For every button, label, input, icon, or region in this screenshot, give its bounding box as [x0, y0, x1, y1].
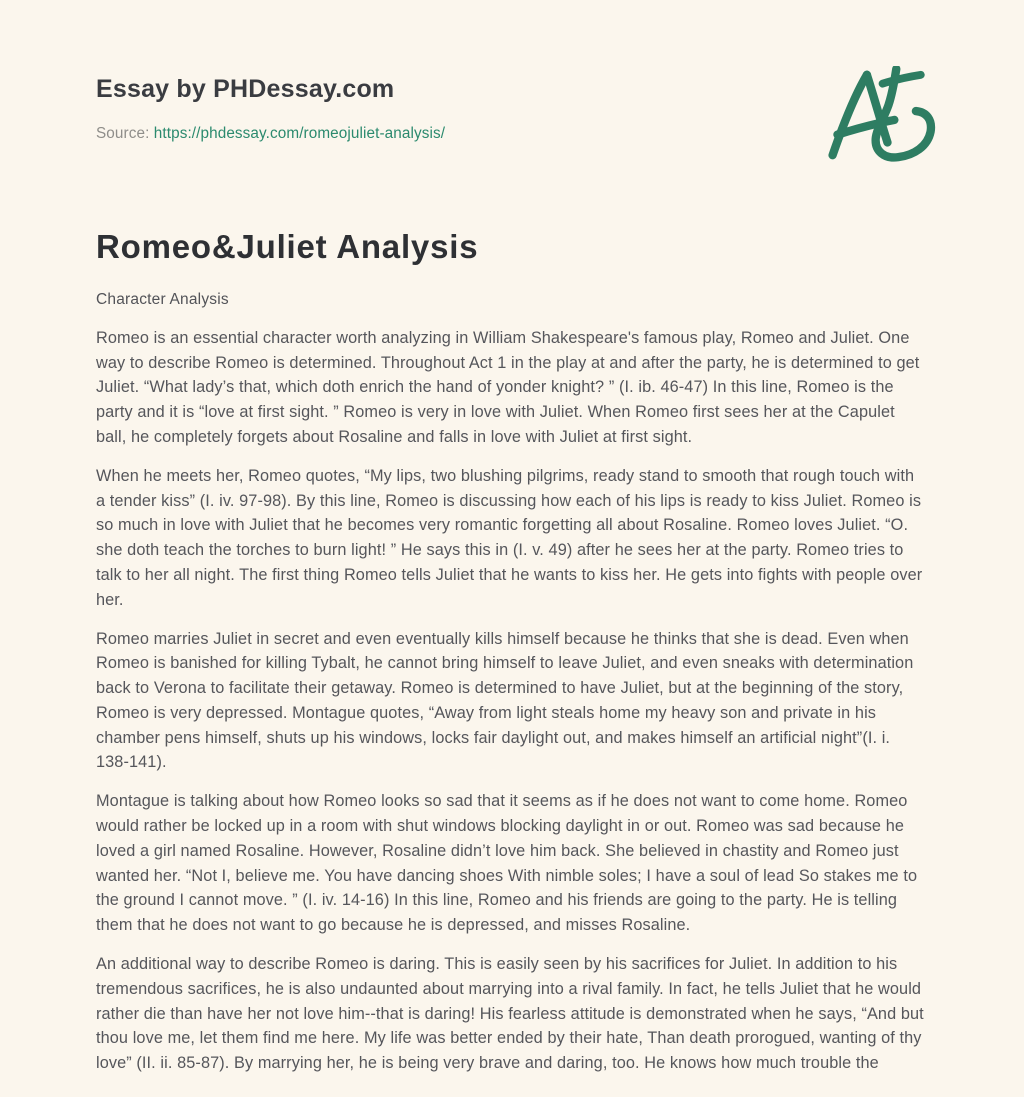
source-label: Source:	[96, 125, 150, 142]
source-row	[96, 123, 926, 144]
essay-paragraph: Montague is talking about how Romeo looks so sad that it seems as if he does not want to come home. Romeo would rather be locked up in a room with shut windows blocking daylight in or out. Romeo was sad because he loved a girl named Rosaline. However, Rosaline didn’t love him back. She believed in chastity and Romeo just wanted her. “Not I, believe me. You have dancing shoes With nimble soles; I have a soul of lead So stakes me to the ground I cannot move. ” (I. iv. 14-16) In this line, Romeo and his friends are going to the party. He is telling them that he does not want to go because he is depressed, and misses Rosaline.	[96, 792, 918, 934]
essay-paragraph: Romeo is an essential character worth analyzing in William Shakespeare's famous play, Romeo and Juliet. One way to describe Romeo is determined. Throughout Act 1 in the play at and after the party, he is determined to get Juliet. “What lady’s that, which doth enrich the hand of yonder knight? ” (I. ib. 46-47) In this line, Romeo is the party and it is “love at first sight. ” Romeo is very in love with Juliet. When Romeo first sees her at the Capulet ball, he completely forgets about Rosaline and falls in love with Juliet at first sight.	[96, 329, 920, 446]
essay-paragraph: Romeo marries Juliet in secret and even eventually kills himself because he thinks that she is dead. Even when Romeo is banished for killing Tybalt, he cannot bring himself to leave Juliet, and even sneaks with determination back to Verona to facilitate their getaway. Romeo is determined to have Juliet, but at the beginning of the story, Romeo is very depressed. Montague quotes, “Away from light steals home my heavy son and private in his chamber pens himself, shuts up his windows, locks fair daylight out, and makes himself an artificial night”(I. i. 138-141).	[96, 629, 914, 772]
essay-subtitle: Character Analysis	[96, 291, 229, 308]
essay-byline: Essay by PHDessay.com	[96, 75, 395, 103]
essay-paragraph: When he meets her, Romeo quotes, “My lips, two blushing pilgrims, ready stand to smooth that rough touch with a tender kiss” (I. iv. 97-98). By this line, Romeo is discussing how each of his lips is ready to kiss Juliet. Romeo is so much in love with Juliet that he becomes very romantic forgetting all about Rosaline. Romeo loves Juliet. “O. she doth teach the torches to burn light! ” He says this in (I. v. 49) after he sees her at the party. Romeo tries to talk to her all night. The first thing Romeo tells Juliet that he wants to kiss her. He gets into fights with people over her.	[96, 467, 923, 609]
essay-body	[96, 326, 926, 1076]
page-title: Romeo&Juliet Analysis	[96, 228, 479, 265]
essay-paragraph: An additional way to describe Romeo is daring. This is easily seen by his sacrifices for Juliet. In addition to his tremendous sacrifices, he is also undaunted about marrying into a rival family. In fact, he tells Juliet that he would rather die than have her not love him--that is daring! His fearless attitude is demonstrated when he says, “And but thou love me, let them find me here. My life was better ended by their hate, Than death prorogued, wanting of thy love” (II. ii. 85-87). By marrying her, he is being very brave and daring, too. He knows how much trouble the	[96, 955, 924, 1072]
source-link[interactable]: https://phdessay.com/romeojuliet-analysis/	[153, 125, 446, 142]
